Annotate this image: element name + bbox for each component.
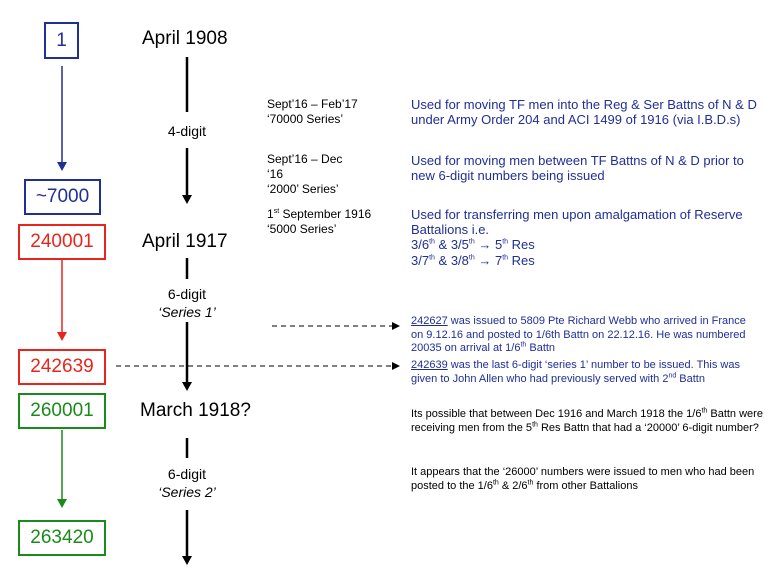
box-7000-label: ~7000 (35, 186, 90, 207)
date-april-1917: April 1917 (142, 231, 228, 252)
timeline-arrow-1918-end (182, 438, 192, 565)
red-arrow (57, 260, 67, 341)
label-series-1: ‘Series 1’ (158, 304, 216, 320)
box-263420 (18, 520, 106, 556)
number-242627: 242627 (411, 315, 448, 327)
box-263420-label: 263420 (30, 527, 94, 548)
series-70000-name: ‘70000 Series’ (267, 112, 344, 126)
series-70000-desc-1: Used for moving TF men into the Reg & Ser Battns of N & D (411, 97, 757, 112)
series-2000-desc-1: Used for moving men between TF Battns of N & D prior to (411, 153, 744, 168)
box-1-label: 1 (56, 29, 67, 51)
note-appears-line-2: posted to the 1/6th & 2/6th from other Battalions (411, 479, 638, 492)
note-possible-line-1: Its possible that between Dec 1916 and March 1918 the 1/6th Battn were (411, 407, 763, 420)
series-70000-desc-2: under Army Order 204 and ACI 1499 of 1916 (via I.B.D.s) (411, 112, 741, 127)
box-260001-label: 260001 (30, 400, 94, 421)
series-2000-dates-1: Sept’16 – Dec (267, 152, 343, 166)
series-70000-dates: Sept’16 – Feb’17 (267, 97, 358, 111)
box-240001 (18, 224, 106, 260)
series-5000-desc-1: Used for transferring men upon amalgamation of Reserve (411, 207, 743, 222)
label-series-2: ‘Series 2’ (158, 484, 216, 500)
label-6-digit-2: 6-digit (167, 466, 207, 482)
note-possible (411, 407, 763, 435)
box-242639-label: 242639 (30, 356, 94, 377)
series-5000-date: 1st September 1916 (267, 207, 372, 221)
green-arrow (57, 430, 67, 508)
number-242639: 242639 (411, 359, 448, 371)
label-6-digit-1: 6-digit (167, 286, 207, 302)
note-possible-line-2: receiving men from the 5th Res Battn that had a ‘20000’ 6-digit number? (411, 421, 759, 434)
label-6-digit-series-1 (148, 285, 226, 321)
box-240001-label: 240001 (30, 231, 94, 252)
series-5000-desc-2: Battalions i.e. (411, 222, 490, 237)
box-260001 (18, 393, 106, 429)
box-1 (44, 22, 79, 59)
series-5000-name: ‘5000 Series’ (267, 222, 337, 236)
dashed-pointer-242639 (116, 362, 400, 370)
note-242639: 242639 was the last 6-digit ‘series 1’ number to be issued. This was given to John Allen who had previously served with 2nd Battn (411, 359, 740, 385)
date-april-1908: April 1908 (142, 28, 228, 49)
series-5000-row-2: 3/7th & 3/8th → 7th Res (411, 253, 535, 268)
navy-arrow (57, 66, 67, 171)
label-4-digit: 4-digit (167, 123, 207, 139)
box-7000 (24, 179, 101, 215)
label-6-digit-series-2 (148, 465, 226, 501)
series-2000-desc-2: new 6-digit numbers being issued (411, 168, 605, 183)
series-5000-row-1: 3/6th & 3/5th → 5th Res (411, 237, 535, 252)
note-appears (411, 465, 754, 493)
date-march-1918: March 1918? (140, 400, 251, 421)
series-2000-name: ‘2000’ Series’ (267, 182, 339, 196)
box-242639 (18, 349, 106, 385)
note-appears-line-1: It appears that the ‘26000’ numbers were issued to men who had been (411, 466, 755, 478)
timeline-arrow-1917-1918 (182, 258, 192, 391)
series-2000-dates-2: ‘16 (267, 167, 284, 181)
note-242627: 242627 was issued to 5809 Pte Richard Webb who arrived in France on 9.12.16 and posted to 1/6th Battn on 22.12.16. He was numbered 20035 on arrival at 1/6th Battn (411, 315, 746, 354)
dashed-pointer-242627 (272, 322, 400, 330)
